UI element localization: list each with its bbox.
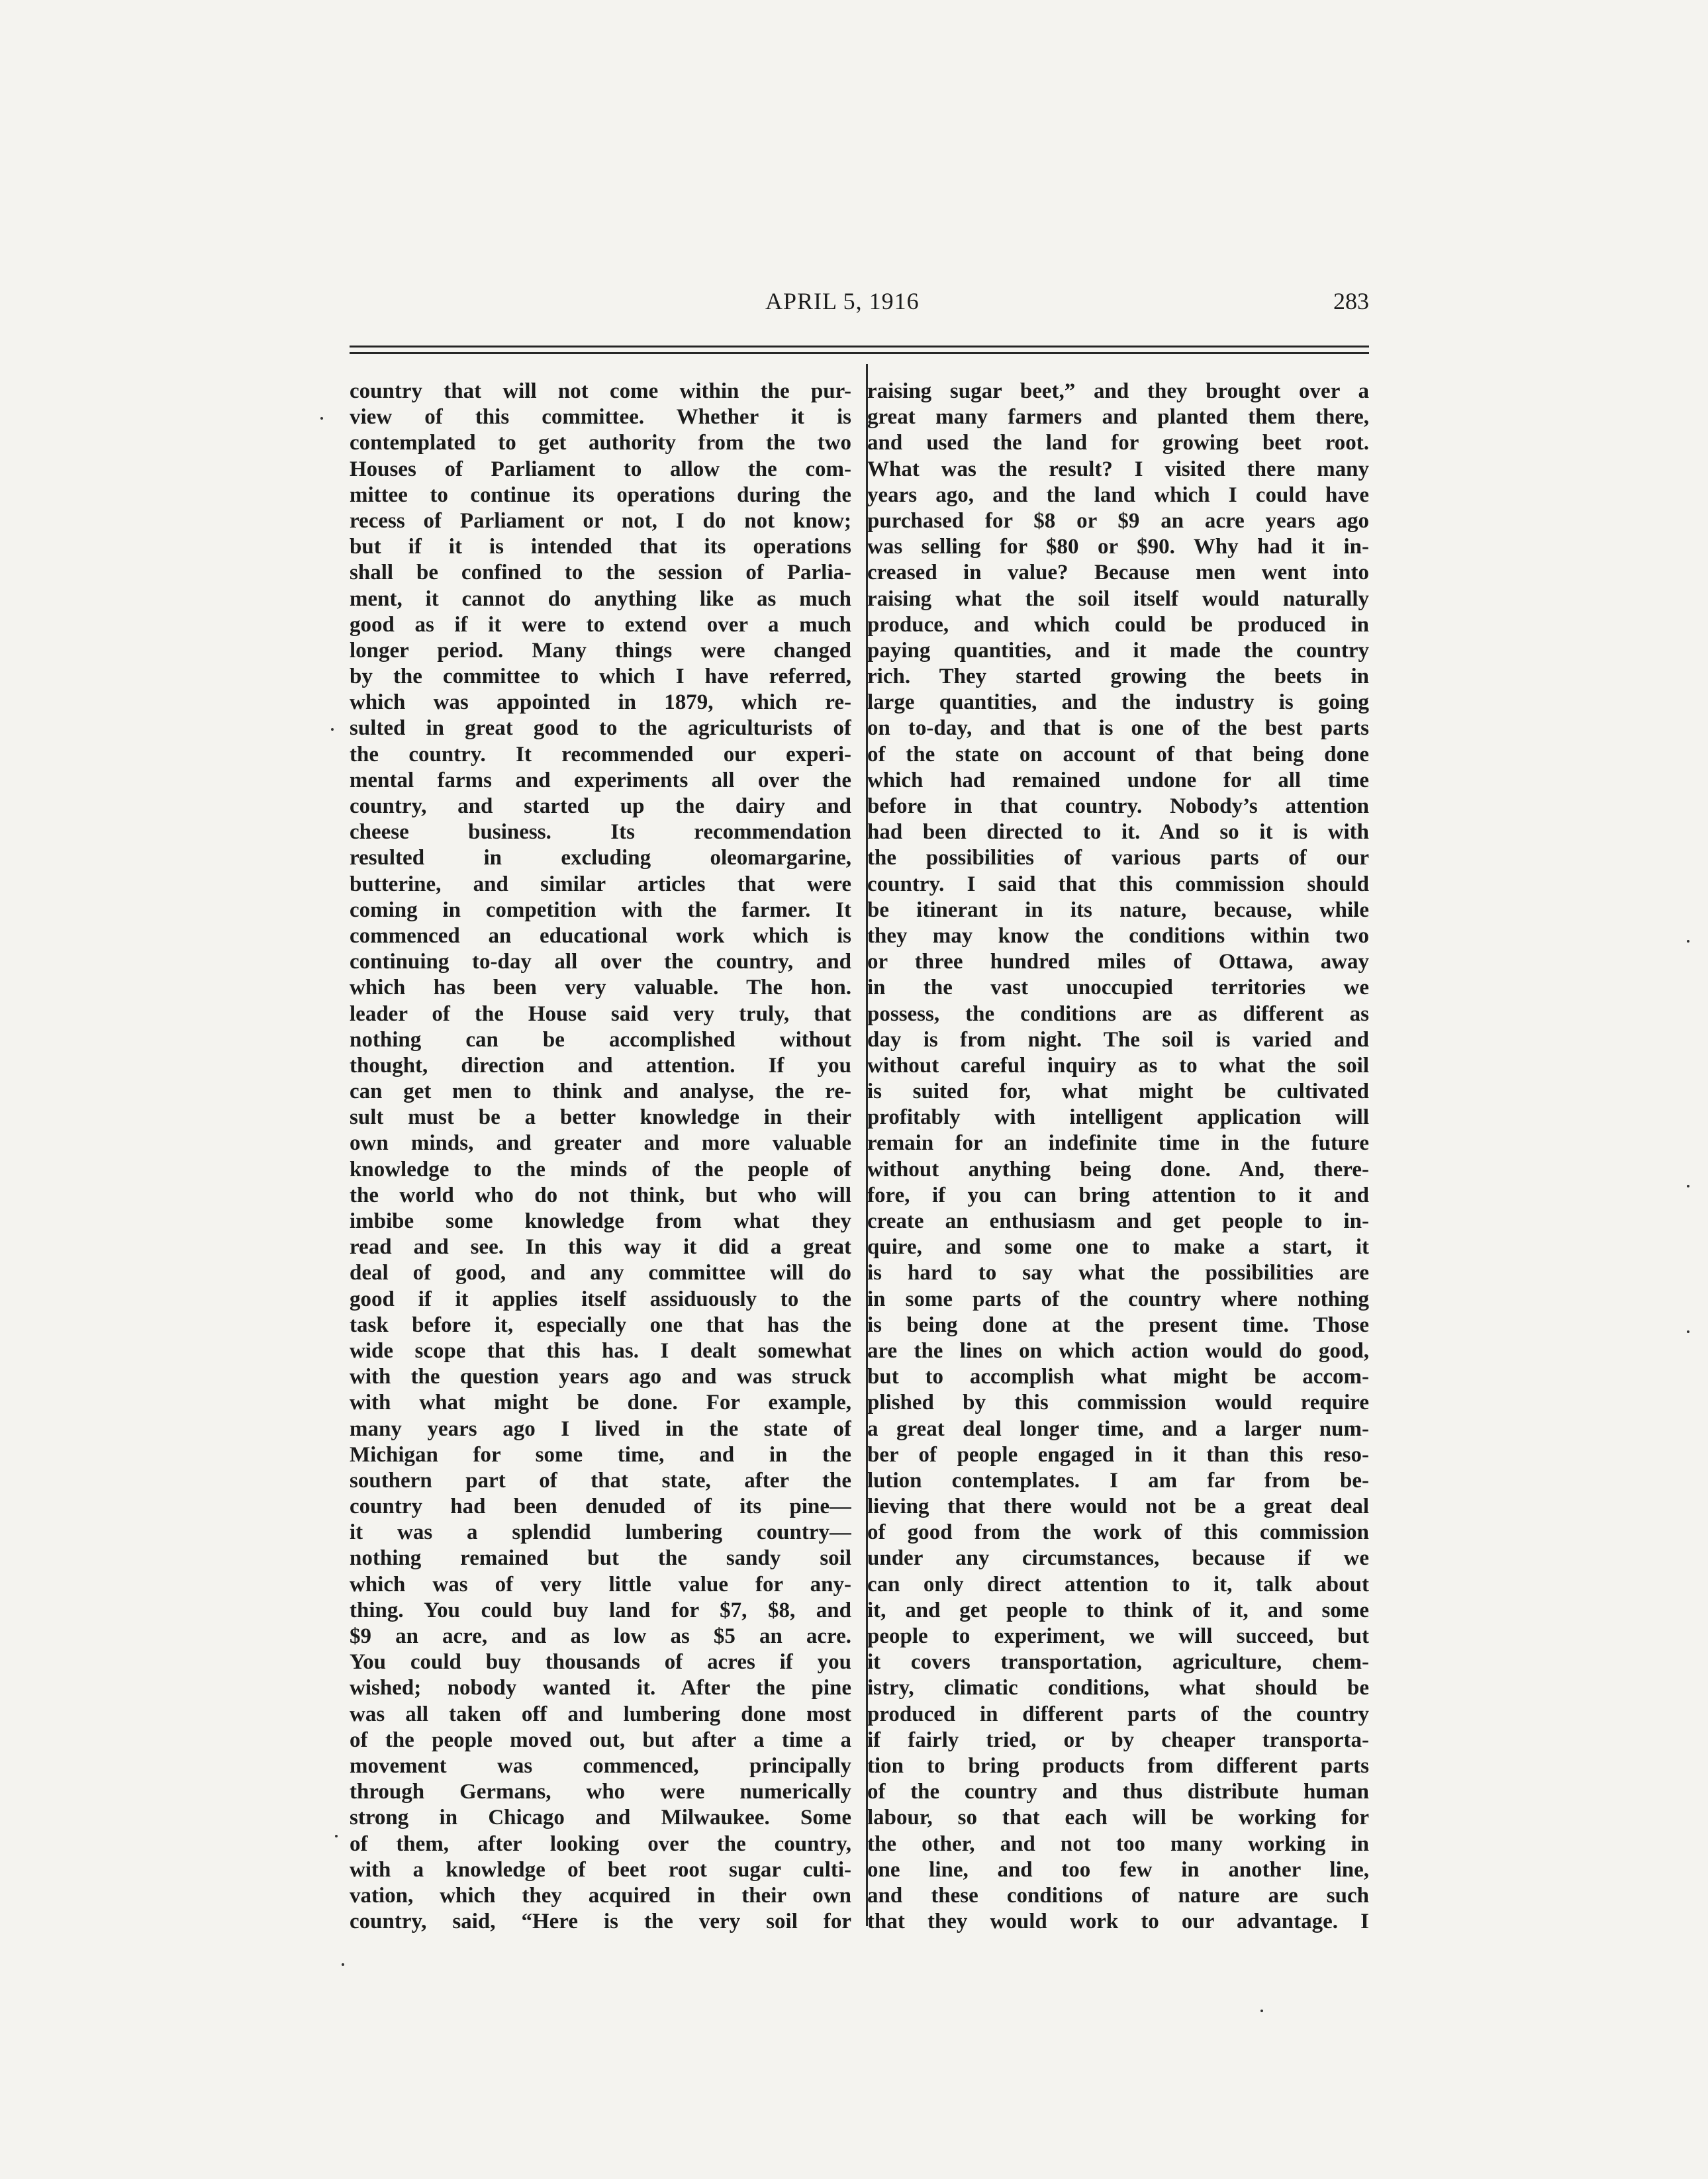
text-line: labour, so that each will be working for [867,1806,1369,1830]
text-line: resulted in excluding oleomargarine, [350,846,851,870]
text-line: in some parts of the country where nothing [867,1287,1369,1311]
text-line: movement was commenced, principally [350,1753,851,1778]
text-line: view of this committee. Whether it is [350,405,851,430]
text-line: southern part of that state, after the [350,1468,851,1493]
text-line: the possibilities of various parts of our [867,846,1369,870]
text-line: the country. It recommended our experi- [350,742,851,766]
text-line: profitably with intelligent application will [867,1105,1369,1130]
text-line: without anything being done. And, there- [867,1157,1369,1182]
text-line: which was appointed in 1879, which re- [350,690,851,715]
scan-speck [335,1835,338,1837]
text-line: deal of good, and any committee will do [350,1261,851,1285]
text-line: was all taken off and lumbering done most [350,1702,851,1726]
text-line: vation, which they acquired in their own [350,1883,851,1908]
text-line: of the state on account of that being done [867,742,1369,766]
text-line: shall be confined to the session of Parlia- [350,561,851,585]
text-line: can only direct attention to it, talk about [867,1572,1369,1597]
text-line: possess, the conditions are as different as [867,1001,1369,1026]
text-line: fore, if you can bring attention to it and [867,1183,1369,1207]
text-line: remain for an indefinite time in the future [867,1131,1369,1156]
text-line: What was the result? I visited there many [867,457,1369,481]
text-line: of them, after looking over the country, [350,1831,851,1856]
scan-speck [331,728,334,731]
scan-speck [1687,940,1689,943]
text-line: with the question years ago and was struck [350,1365,851,1389]
text-line: the world who do not think, but who will [350,1183,851,1207]
text-line: is being done at the present time. Those [867,1313,1369,1337]
text-line: had been directed to it. And so it is with [867,820,1369,845]
text-line: thought, direction and attention. If you [350,1053,851,1078]
text-line: be itinerant in its nature, because, while [867,898,1369,922]
text-line: sult must be a better knowledge in their [350,1105,851,1130]
text-line: are the lines on which action would do good, [867,1338,1369,1363]
scan-speck [1687,1185,1689,1187]
text-line: longer period. Many things were changed [350,638,851,663]
text-line: mittee to continue its operations during the [350,483,851,507]
text-line: but to accomplish what might be accom- [867,1365,1369,1389]
text-line: before in that country. Nobody’s attention [867,794,1369,818]
text-line: many years ago I lived in the state of [350,1416,851,1441]
text-line: country that will not come within the pur- [350,379,851,403]
right-text-column [867,379,1369,1935]
text-line: nothing remained but the sandy soil [350,1546,851,1571]
text-line: butterine, and similar articles that were [350,872,851,896]
text-line: leader of the House said very truly, that [350,1001,851,1026]
text-line: lieving that there would not be a great deal [867,1495,1369,1519]
scan-speck [1260,2010,1263,2012]
text-line: imbibe some knowledge from what they [350,1209,851,1233]
text-line: Michigan for some time, and in the [350,1442,851,1467]
text-line: that they would work to our advantage. I [867,1910,1369,1934]
text-line: and these conditions of nature are such [867,1883,1369,1908]
text-line: Houses of Parliament to allow the com- [350,457,851,481]
header-rule-bottom [350,352,1369,354]
text-line: knowledge to the minds of the people of [350,1157,851,1182]
text-line: $9 an acre, and as low as $5 an acre. [350,1624,851,1648]
text-line: of the country and thus distribute human [867,1780,1369,1804]
text-line: lution contemplates. I am far from be- [867,1468,1369,1493]
text-line: if fairly tried, or by cheaper transporta- [867,1728,1369,1752]
text-line: it was a splendid lumbering country— [350,1520,851,1545]
text-line: strong in Chicago and Milwaukee. Some [350,1806,851,1830]
text-line: coming in competition with the farmer. It [350,898,851,922]
text-line: is suited for, what might be cultivated [867,1080,1369,1104]
text-line: contemplated to get authority from the two [350,431,851,455]
text-line: raising what the soil itself would naturally [867,586,1369,611]
text-line: with what might be done. For example, [350,1391,851,1415]
text-line: continuing to-day all over the country, and [350,950,851,974]
text-line: country. I said that this commission should [867,872,1369,896]
page-number: 283 [1333,288,1369,314]
text-line: by the committee to which I have referred, [350,665,851,689]
text-line: is hard to say what the possibilities are [867,1261,1369,1285]
text-line: task before it, especially one that has the [350,1313,851,1337]
text-line: a great deal longer time, and a larger num- [867,1416,1369,1441]
text-line: plished by this commission would require [867,1391,1369,1415]
text-line: country, and started up the dairy and [350,794,851,818]
text-line: rich. They started growing the beets in [867,665,1369,689]
text-line: day is from night. The soil is varied and [867,1027,1369,1052]
text-line: sulted in great good to the agriculturists of [350,716,851,741]
header-rule-top [350,346,1369,348]
text-line: mental farms and experiments all over the [350,768,851,792]
text-line: it covers transportation, agriculture, chem- [867,1650,1369,1675]
text-line: paying quantities, and it made the country [867,638,1369,663]
text-line: ment, it cannot do anything like as much [350,586,851,611]
text-line: with a knowledge of beet root sugar culti- [350,1857,851,1882]
text-line: commenced an educational work which is [350,923,851,948]
text-line: raising sugar beet,” and they brought over a [867,379,1369,403]
text-line: You could buy thousands of acres if you [350,1650,851,1675]
text-line: good if it applies itself assiduously to the [350,1287,851,1311]
text-line: large quantities, and the industry is going [867,690,1369,715]
header-date: APRIL 5, 1916 [765,288,920,314]
text-line: the other, and not too many working in [867,1831,1369,1856]
text-line: it, and get people to think of it, and some [867,1598,1369,1622]
left-text-column [350,379,851,1935]
text-line: in the vast unoccupied territories we [867,976,1369,1000]
text-line: good as if it were to extend over a much [350,612,851,637]
text-line: cheese business. Its recommendation [350,820,851,845]
text-line: recess of Parliament or not, I do not know; [350,508,851,533]
text-line: nothing can be accomplished without [350,1027,851,1052]
text-line: country had been denuded of its pine— [350,1495,851,1519]
text-line: read and see. In this way it did a great [350,1235,851,1260]
text-line: one line, and too few in another line, [867,1857,1369,1882]
text-line: great many farmers and planted them there, [867,405,1369,430]
text-line: create an enthusiasm and get people to in- [867,1209,1369,1233]
text-line: purchased for $8 or $9 an acre years ago [867,508,1369,533]
text-line: which has been very valuable. The hon. [350,976,851,1000]
text-line: quire, and some one to make a start, it [867,1235,1369,1260]
text-line: tion to bring products from different parts [867,1753,1369,1778]
text-line: istry, climatic conditions, what should be [867,1676,1369,1700]
scan-speck [342,1963,344,1966]
text-line: years ago, and the land which I could have [867,483,1369,507]
text-line: people to experiment, we will succeed, but [867,1624,1369,1648]
running-header [350,287,1369,324]
scan-speck [1687,1330,1689,1333]
scan-speck [320,417,323,420]
text-line: which had remained undone for all time [867,768,1369,792]
text-line: without careful inquiry as to what the soil [867,1053,1369,1078]
text-line: but if it is intended that its operations [350,535,851,559]
text-line: under any circumstances, because if we [867,1546,1369,1571]
text-line: produced in different parts of the country [867,1702,1369,1726]
text-line: wide scope that this has. I dealt somewhat [350,1338,851,1363]
text-line: on to-day, and that is one of the best parts [867,716,1369,741]
text-line: wished; nobody wanted it. After the pine [350,1676,851,1700]
text-line: thing. You could buy land for $7, $8, and [350,1598,851,1622]
text-line: ber of people engaged in it than this reso- [867,1442,1369,1467]
text-line: was selling for $80 or $90. Why had it in- [867,535,1369,559]
text-line: country, said, “Here is the very soil for [350,1910,851,1934]
text-line: can get men to think and analyse, the re- [350,1080,851,1104]
text-line: they may know the conditions within two [867,923,1369,948]
text-line: own minds, and greater and more valuable [350,1131,851,1156]
text-line: or three hundred miles of Ottawa, away [867,950,1369,974]
text-line: which was of very little value for any- [350,1572,851,1597]
text-line: of the people moved out, but after a time a [350,1728,851,1752]
text-line: through Germans, who were numerically [350,1780,851,1804]
text-line: creased in value? Because men went into [867,561,1369,585]
text-line: and used the land for growing beet root. [867,431,1369,455]
text-line: of good from the work of this commission [867,1520,1369,1545]
text-line: produce, and which could be produced in [867,612,1369,637]
